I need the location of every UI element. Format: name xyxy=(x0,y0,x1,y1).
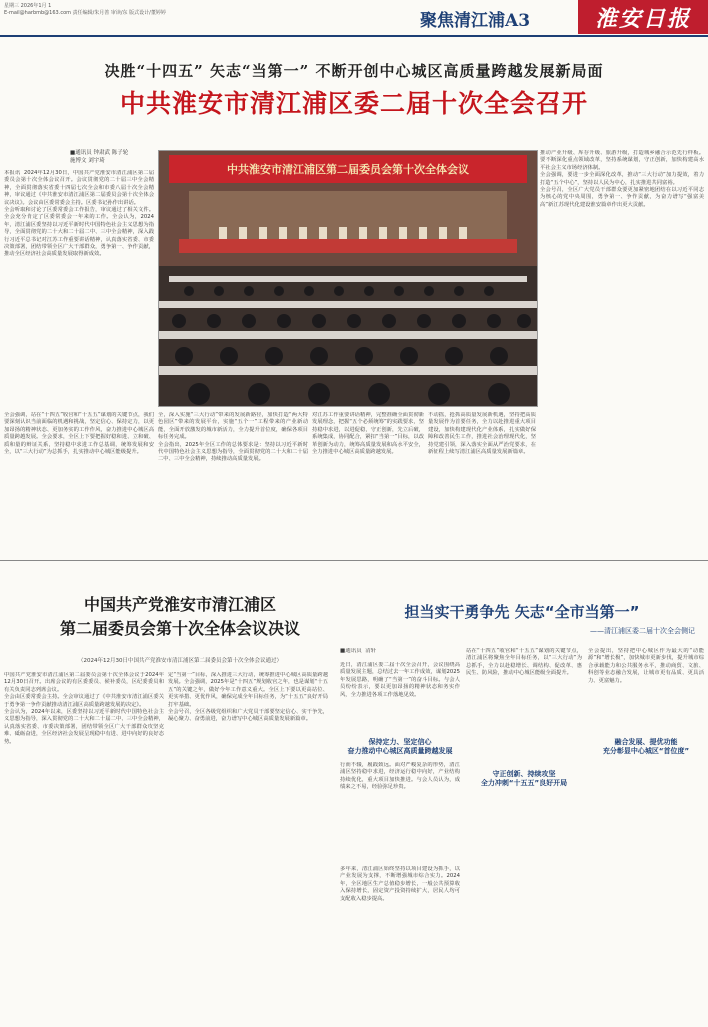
article-column-3: 全，深入实施“三大行动”带来的发展新路径，加快打造“两大特色园区”带来的发展平台，实施“五个一”工程带来的产业新动能，全面开放激发的城市新活力，全力提升首位度，确保各项目标任务完成。 全会指出，2025年全区工作的总体要求是：坚持以习近平新时代中国特色社会主义思想为指导，全面贯彻党的二十大和二十届二中、三中全会精神，持续推动高质量发展。 xyxy=(158,412,308,463)
resolution-body-left: 中国共产党淮安市清江浦区第二届委员会第十次全体会议于2024年12月30日召开。出席会议的有区委委员、候补委员，区纪委委员和有关负责同志列席会议。 全会由区委常委会主持。全会审议通过了《中共淮安市清江浦区委关于勇争第一争作贡献推动清江浦区高质量跨越发展的决定》。 全会认为，2024年以来，区委坚持以习近平新时代中国特色社会主义思想为指导，深入贯彻党的二十大和二十届二中、三中全会精神，认真落实省委、市委决策部署，团结带领全区广大干部群众攻坚克难、砥砺奋进，全区经济社会发展呈现稳中有进、进中向好的良好态势。 xyxy=(4,672,164,745)
commentary-subhead-1: 保持定力、坚定信心 奋力推动中心城区高质量跨越发展 xyxy=(347,738,453,755)
masthead-date: 星期三 2026年1月 1 xyxy=(4,3,52,9)
commentary-title: 担当实干勇争先 矢志“全市当第一” xyxy=(404,603,640,621)
main-headline: 中共淮安市清江浦区委二届十次全会召开 xyxy=(119,89,588,118)
commentary-subhead-2: 守正创新、持续攻坚 全力冲刺“十五五”良好开局 xyxy=(480,770,568,787)
commentary-body-5: 全会提出，坚持把中心城区作为最大的“动能源”和“增长极”，加快城市更新步伐，提升城市综合承载能力和公共服务水平，推动商贸、文旅、科创等业态融合发展，让城市更有品质、更具活力、更富魅力。 xyxy=(588,648,704,684)
section-title: 聚焦清江浦A3 xyxy=(420,11,531,31)
article-column-5: 不动摇，抢抓高质量发展新机遇，坚持把高质量发展作为首要任务，全力以赴推进重大项目建设，加快构建现代化产业体系，扎实做好保障和改善民生工作，推进社会治理现代化，坚持党建引领，深入落实全面从严治党要求，在新征程上续写清江浦区高质量发展新篇章。 xyxy=(428,412,536,456)
resolution-title-line-2: 第二届委员会第十次全体会议决议 xyxy=(59,619,300,638)
commentary-subtitle: ——清江浦区委二届十次全会侧记 xyxy=(590,627,695,635)
newspaper-logo: 淮安日报 xyxy=(578,0,708,34)
resolution-subtitle: （2024年12月30日中国共产党淮安市清江浦区第二届委员会第十次全体会议通过） xyxy=(78,658,282,664)
article-column-6: 推动产业升级、库存升级、旅游升级，打造城乡融合示范先行样板。要不断深化重点领域改革，坚持系统谋划，守正创新，加快构建高水平社会主义市场经济体制。 全会强调，要进一步全面深化改革，推动“三大行动”加力提效，着力打造“五个中心”，坚持以人民为中心，扎实推进共同富裕。 全会号召，全区广大党员干部群众要更加紧密地团结在以习近平同志为核心的党中央周围，勇争第一、争作贡献，为奋力谱写“强富美高”新江苏现代化建设淮安篇章作出更大贡献。 xyxy=(540,150,704,208)
commentary-byline: ■通讯员 清轩 xyxy=(340,648,377,654)
masthead-editors: E-mail@harbmb@163.com 责任编辑/朱月善 审读/东 版式设计/董婷婷 xyxy=(4,10,166,16)
byline-line-2: 施博文 刘宇琦 xyxy=(70,158,105,164)
byline-line-1: ■通讯员 钟肃武 陈子轮 xyxy=(70,150,129,156)
resolution-title xyxy=(30,593,330,641)
resolution-title-line-1: 中国共产党淮安市清江浦区 xyxy=(83,595,276,614)
commentary-body-2: 行而不辍，履践致远。面对严峻复杂的形势，清江浦区坚持稳中求进，经济运行稳中向好，产业结构持续优化，重大项目加快推进。与会人员认为，成绩来之不易，经验弥足珍贵。 xyxy=(340,762,460,791)
pre-headline: 决胜“十四五” 矢志“当第一” 不断开创中心城区高质量跨越发展新局面 xyxy=(104,62,604,80)
masthead-rule xyxy=(0,35,708,37)
photo-banner-text: 中共淮安市清江浦区第二届委员会第十次全体会议 xyxy=(227,163,469,176)
article-column-4: 对江苏工作重要讲话精神，完整准确全面贯彻新发展理念，把握“五个必须统筹”的实践要求，坚持稳中求进，以进促稳，守正创新，先立后破，系统集成，协同配合，紧扣“当第一”目标，以改革创新为动力，统筹高质量发展和高水平安全，全力推进中心城区高质量跨越发展。 xyxy=(312,412,424,456)
masthead-meta xyxy=(4,3,254,17)
commentary-body-1: 近日，清江浦区委二届十次全会召开，会议围绕高质量发展主题，总结过去一年工作成效，谋划2025年发展思路，明确了“当第一”的奋斗目标。与会人员纷纷表示，要以更加昂扬的精神状态和务实作风，全力推进各项工作落地见效。 xyxy=(340,662,460,698)
commentary-subhead-3: 融合发展、提优功能 充分彰显中心城区“首位度” xyxy=(602,738,690,755)
meeting-photo xyxy=(158,150,538,407)
section-divider xyxy=(0,560,708,561)
meeting-photo-image xyxy=(159,151,537,406)
article-byline xyxy=(70,149,150,165)
masthead xyxy=(0,0,708,34)
commentary-body-3: 多年来，清江浦区始终坚持以项目建设为抓手，以产业发展为支撑，不断增强城市综合实力。2024年，全区地区生产总值稳步增长，一般公共预算收入保持增长，固定资产投资持续扩大，居民人均可支配收入稳步提高。 xyxy=(340,866,460,902)
article-column-2: 全会强调，站在“十四五”收官和“十五五”谋划的关键节点，我们要深刻认识当前面临的机遇和挑战，坚定信心、保持定力，以更加昂扬的精神状态、更加务实的工作作风，奋力推进中心城区高质量跨越发展。全会要求，全区上下要把握好稳和进、立和破、质和量的辩证关系，坚持稳中求进工作总基调，统筹发展和安全，以“三大行动”为总抓手，扎实推动中心城区能级提升。 xyxy=(4,412,154,456)
commentary-body-4: 站在“十四五”收官和“十五五”谋划的关键节点，清江浦区将聚焦全年目标任务，以“三大行动”为总抓手，全力以赴稳增长、调结构、促改革、惠民生、防风险，推动中心城区能级全面提升。 xyxy=(466,648,582,677)
article-column-1: 本报讯 2024年12月30日，中国共产党淮安市清江浦区第二届委员会第十次全体会议召开。会议贯彻党的二十届三中全会精神，全面贯彻落实省委十四届七次全会和市委八届十次全会精神，审议通过《中共淮安市清江浦区第二届委员会第十次全体会议决议》。会议由区委常委会主持。区委书记孙作出讲话。 全会听取和讨论了区委常委会工作报告，审议通过了相关文件。全会充分肯定了区委常委会一年来的工作。全会认为，2024年，清江浦区委坚持以习近平新时代中国特色社会主义思想为指导，全面贯彻党的二十大和二十届二中、三中全会精神，深入践行习近平总书记对江苏工作重要讲话精神，认真落实省委、市委决策部署，团结带领全区广大干部群众，勇争第一、争作贡献，推动全区经济社会高质量发展取得新成效。 xyxy=(4,170,154,258)
resolution-body-middle: 定“当第一”目标，深入推进三大行动，统筹推进中心城区高质量跨越发展。全会强调，2025年是“十四五”规划收官之年，也是谋划“十五五”的关键之年，做好今年工作意义重大。全区上下要以更高站位、更实举措、更优作风，确保完成全年目标任务，为“十五五”良好开局打牢基础。 全会号召，全区各级党组织和广大党员干部要坚定信心、实干争先，凝心聚力、奋勇前进，奋力谱写中心城区高质量发展新篇章。 xyxy=(168,672,328,723)
